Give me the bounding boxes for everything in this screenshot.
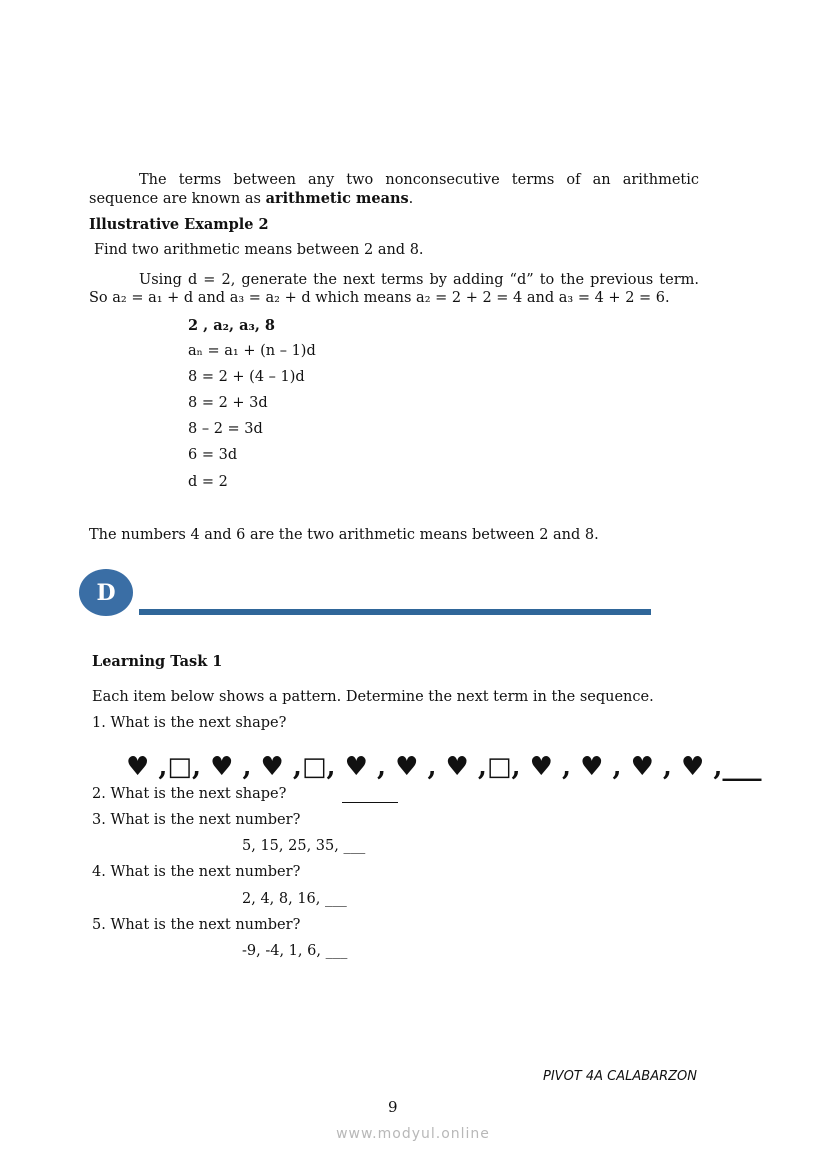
question-2: 2. What is the next shape? <box>92 786 287 802</box>
example-explain-line-1: Using d = 2, generate the next terms by adding “d” to the previous term. <box>139 272 699 288</box>
page-number: 9 <box>388 1098 398 1116</box>
question-3: 3. What is the next number? <box>92 812 301 828</box>
step-6: d = 2 <box>188 474 228 490</box>
step-2: 8 = 2 + (4 – 1)d <box>188 369 305 385</box>
sequence-5: -9, -4, 1, 6, ___ <box>242 943 348 959</box>
task-instructions: Each item below shows a pattern. Determine the next term in the sequence. <box>92 689 654 705</box>
step-4: 8 – 2 = 3d <box>188 421 263 437</box>
example-conclusion: The numbers 4 and 6 are the two arithmetic means between 2 and 8. <box>89 527 599 543</box>
section-badge: D <box>79 569 133 616</box>
example-prompt: Find two arithmetic means between 2 and 8. <box>94 242 424 258</box>
watermark: www.modyul.online <box>336 1126 490 1142</box>
intro-line-1: The terms between any two nonconsecutive terms of an arithmetic <box>139 172 699 188</box>
section-divider <box>139 609 651 615</box>
question-5: 5. What is the next number? <box>92 917 301 933</box>
task-heading: Learning Task 1 <box>92 653 223 670</box>
question-1: 1. What is the next shape? <box>92 715 287 731</box>
answer-blank-2[interactable] <box>342 802 398 803</box>
sequence-terms: 2 , a₂, a₃, 8 <box>188 317 276 334</box>
question-4: 4. What is the next number? <box>92 864 301 880</box>
intro-line-2 <box>89 190 413 207</box>
intro-line-2-end: . <box>408 191 414 207</box>
example-explain-line-2: So a₂ = a₁ + d and a₃ = a₂ + d which means a₂ = 2 + 2 = 4 and a₃ = 4 + 2 = 6. <box>89 290 670 306</box>
intro-line-2-text: sequence are known as <box>89 191 266 207</box>
footer-brand: PIVOT 4A CALABARZON <box>543 1069 697 1084</box>
sequence-4: 2, 4, 8, 16, ___ <box>242 891 347 907</box>
shape-pattern: ♥ ,□, ♥ , ♥ ,□, ♥ , ♥ , ♥ ,□, ♥ , ♥ , ♥ , ♥ ,___ <box>126 752 762 782</box>
step-3: 8 = 2 + 3d <box>188 395 268 411</box>
step-1: aₙ = a₁ + (n – 1)d <box>188 343 316 359</box>
arithmetic-means-term: arithmetic means <box>265 190 409 207</box>
example-heading: Illustrative Example 2 <box>89 216 269 233</box>
step-5: 6 = 3d <box>188 447 238 463</box>
sequence-3: 5, 15, 25, 35, ___ <box>242 838 366 854</box>
